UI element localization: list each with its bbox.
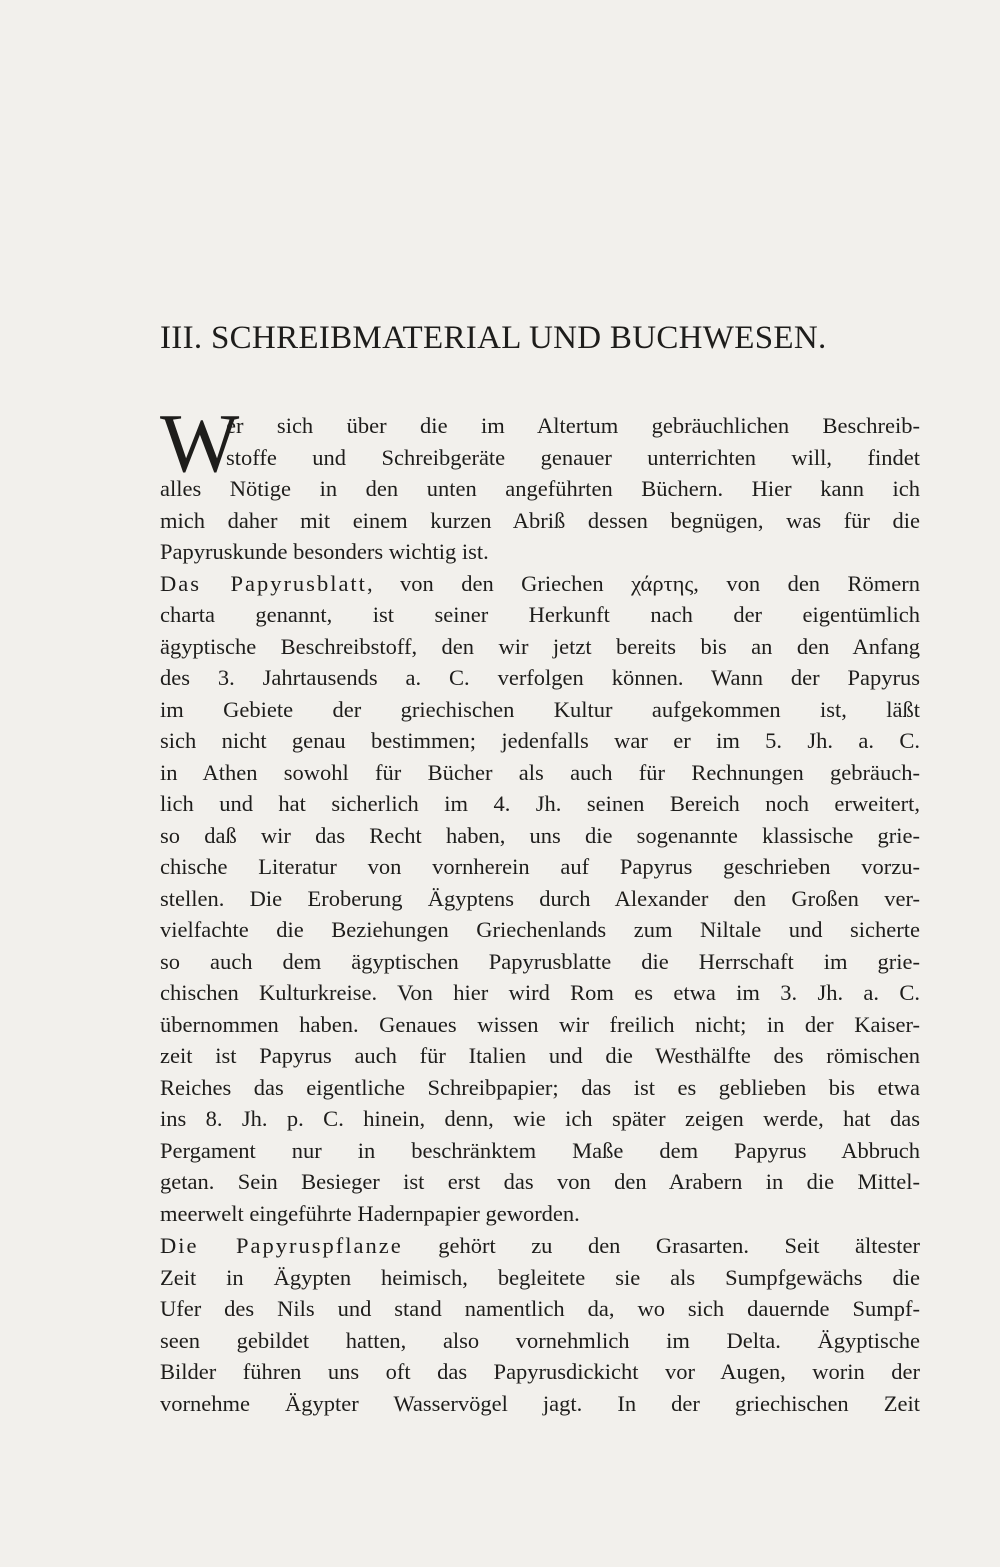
paragraph-intro: [160, 397, 920, 568]
text-line: alles Nötige in den unten angeführten Büchern. Hier kann ich: [160, 476, 920, 501]
text-line: getan. Sein Besieger ist erst das von den Arabern in die Mittel-: [160, 1169, 920, 1194]
text-line: [160, 1230, 920, 1262]
text-line: stoffe und Schreibgeräte genauer unterrichten will, findet: [226, 444, 920, 470]
term-papyruspflanze: Die Papyruspflanze: [160, 1233, 403, 1258]
text-line: Zeit in Ägypten heimisch, begleitete sie als Sumpfgewächs die: [160, 1264, 920, 1290]
text-line: Ufer des Nils und stand namentlich da, wo sich dauernde Sumpf-: [160, 1296, 920, 1321]
text-line: charta genannt, ist seiner Herkunft nach der eigentümlich: [160, 602, 920, 627]
text-line: chischen Kulturkreise. Von hier wird Rom es etwa im 3. Jh. a. C.: [160, 980, 920, 1005]
text-line: im Gebiete der griechischen Kultur aufgekommen ist, läßt: [160, 696, 920, 722]
text-line: er sich über die im Altertum gebräuchlichen Beschreib-: [226, 413, 920, 438]
text-line: des 3. Jahrtausends a. C. verfolgen können. Wann der Papyrus: [160, 665, 920, 690]
chapter-heading: III. SCHREIBMATERIAL UND BUCHWESEN.: [160, 320, 827, 356]
text-line: Reiches das eigentliche Schreibpapier; das ist es geblieben bis etwa: [160, 1074, 920, 1100]
paragraph-papyrusblatt: [160, 568, 920, 1230]
text-line: zeit ist Papyrus auch für Italien und die Westhälfte des römischen: [160, 1043, 920, 1068]
text-line: so auch dem ägyptischen Papyrusblatte die Herrschaft im grie-: [160, 948, 920, 974]
text-fragment: , von den Griechen χάρτης, von den Römern: [366, 570, 920, 596]
drop-cap: W: [160, 397, 240, 490]
term-papyrusblatt: Das Papyrusblatt: [160, 570, 367, 596]
text-line: chische Literatur von vornherein auf Papyrus geschrieben vorzu-: [160, 854, 920, 879]
text-line: stellen. Die Eroberung Ägyptens durch Alexander den Großen ver-: [160, 885, 920, 911]
text-line: ägyptische Beschreibstoff, den wir jetzt bereits bis an den Anfang: [160, 633, 920, 659]
text-line: in Athen sowohl für Bücher als auch für Rechnungen gebräuch-: [160, 759, 920, 785]
text-line: so daß wir das Recht haben, uns die sogenannte klassische grie-: [160, 822, 920, 848]
text-line: meerwelt eingeführte Hadernpapier geworden.: [160, 1200, 580, 1226]
text-line: seen gebildet hatten, also vornehmlich im Delta. Ägyptische: [160, 1327, 920, 1353]
text-line: übernommen haben. Genaues wissen wir freilich nicht; in der Kaiser-: [160, 1011, 920, 1037]
text-line: vornehme Ägypter Wasservögel jagt. In der griechischen Zeit: [160, 1390, 920, 1416]
text-line: ins 8. Jh. p. C. hinein, denn, wie ich später zeigen werde, hat das: [160, 1106, 920, 1131]
text-line: vielfachte die Beziehungen Griechenlands zum Niltale und sicherte: [160, 917, 920, 942]
paragraph-papyruspflanze: [160, 1230, 920, 1419]
text-line: [160, 568, 920, 600]
text-line: mich daher mit einem kurzen Abriß dessen begnügen, was für die: [160, 507, 920, 533]
text-line: Pergament nur in beschränktem Maße dem Papyrus Abbruch: [160, 1137, 920, 1163]
text-line: Bilder führen uns oft das Papyrusdickicht vor Augen, worin der: [160, 1359, 920, 1384]
text-line: sich nicht genau bestimmen; jedenfalls war er im 5. Jh. a. C.: [160, 728, 920, 753]
text-fragment: gehört zu den Grasarten. Seit ältester: [402, 1233, 920, 1258]
text-line: lich und hat sicherlich im 4. Jh. seinen Bereich noch erweitert,: [160, 791, 920, 816]
text-line: Papyruskunde besonders wichtig ist.: [160, 539, 489, 564]
